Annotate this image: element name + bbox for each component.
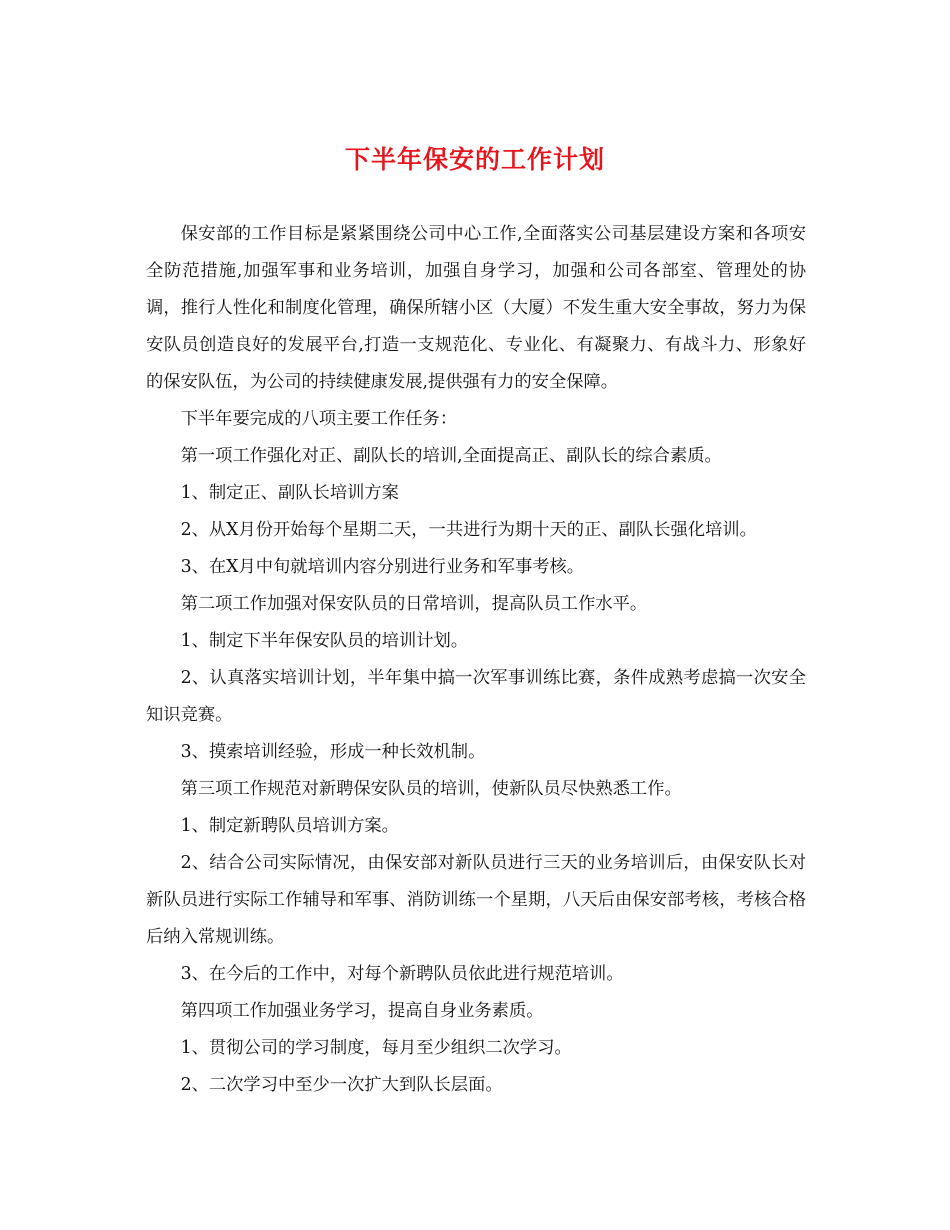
paragraph-item-2-3: 3、摸索培训经验，形成一种长效机制。: [180, 742, 486, 762]
paragraph-item-2-1: 1、制定下半年保安队员的培训计划。: [180, 631, 469, 651]
paragraph-item-4-heading: 第四项工作加强业务学习，提高自身业务素质。: [180, 1001, 544, 1021]
paragraph-item-3-1: 1、制定新聘队员培训方案。: [180, 816, 399, 836]
paragraph-item-2-heading: 第二项工作加强对保安队员的日常培训，提高队员工作水平。: [180, 594, 648, 614]
paragraph-intro: 保安部的工作目标是紧紧围绕公司中心工作,全面落实公司基层建设方案和各项安全防范措施,加强军事和业务培训，加强自身学习，加强和公司各部室、管理处的协调，推行人性化和制度化管理，确保所辖小区（大厦）不发生重大安全事故，努力为保安队员创造良好的发展平台,打造一支规范化、专业化、有凝聚力、有战斗力、形象好的保安队伍，为公司的持续健康发展,提供强有力的安全保障。: [146, 224, 806, 392]
paragraph-item-4-2: 2、二次学习中至少一次扩大到队长层面。: [180, 1075, 503, 1095]
paragraph-item-3-2: 2、结合公司实际情况，由保安部对新队员进行三天的业务培训后，由保安队长对新队员进行实际工作辅导和军事、消防训练一个星期，八天后由保安部考核，考核合格后纳入常规训练。: [146, 853, 806, 947]
paragraph-item-3-heading: 第三项工作规范对新聘保安队员的培训，使新队员尽快熟悉工作。: [180, 779, 682, 799]
paragraph-item-1-1: 1、制定正、副队长培训方案: [180, 483, 399, 503]
document-title: 下半年保安的工作计划: [344, 145, 605, 174]
paragraph-item-4-1: 1、贯彻公司的学习制度，每月至少组织二次学习。: [180, 1038, 572, 1058]
paragraph-item-1-3: 3、在X月中旬就培训内容分别进行业务和军事考核。: [180, 557, 585, 577]
document-body: [146, 216, 806, 1104]
paragraph-tasks-heading: 下半年要完成的八项主要工作任务：: [180, 409, 458, 429]
paragraph-item-1-2: 2、从X月份开始每个星期二天，一共进行为期十天的正、副队长强化培训。: [180, 520, 757, 540]
paragraph-item-3-3: 3、在今后的工作中，对每个新聘队员依此进行规范培训。: [180, 964, 624, 984]
paragraph-item-1-heading: 第一项工作强化对正、副队长的培训,全面提高正、副队长的综合素质。: [180, 446, 722, 466]
paragraph-item-2-2: 2、认真落实培训计划，半年集中搞一次军事训练比赛，条件成熟考虑搞一次安全知识竞赛。: [146, 668, 806, 725]
